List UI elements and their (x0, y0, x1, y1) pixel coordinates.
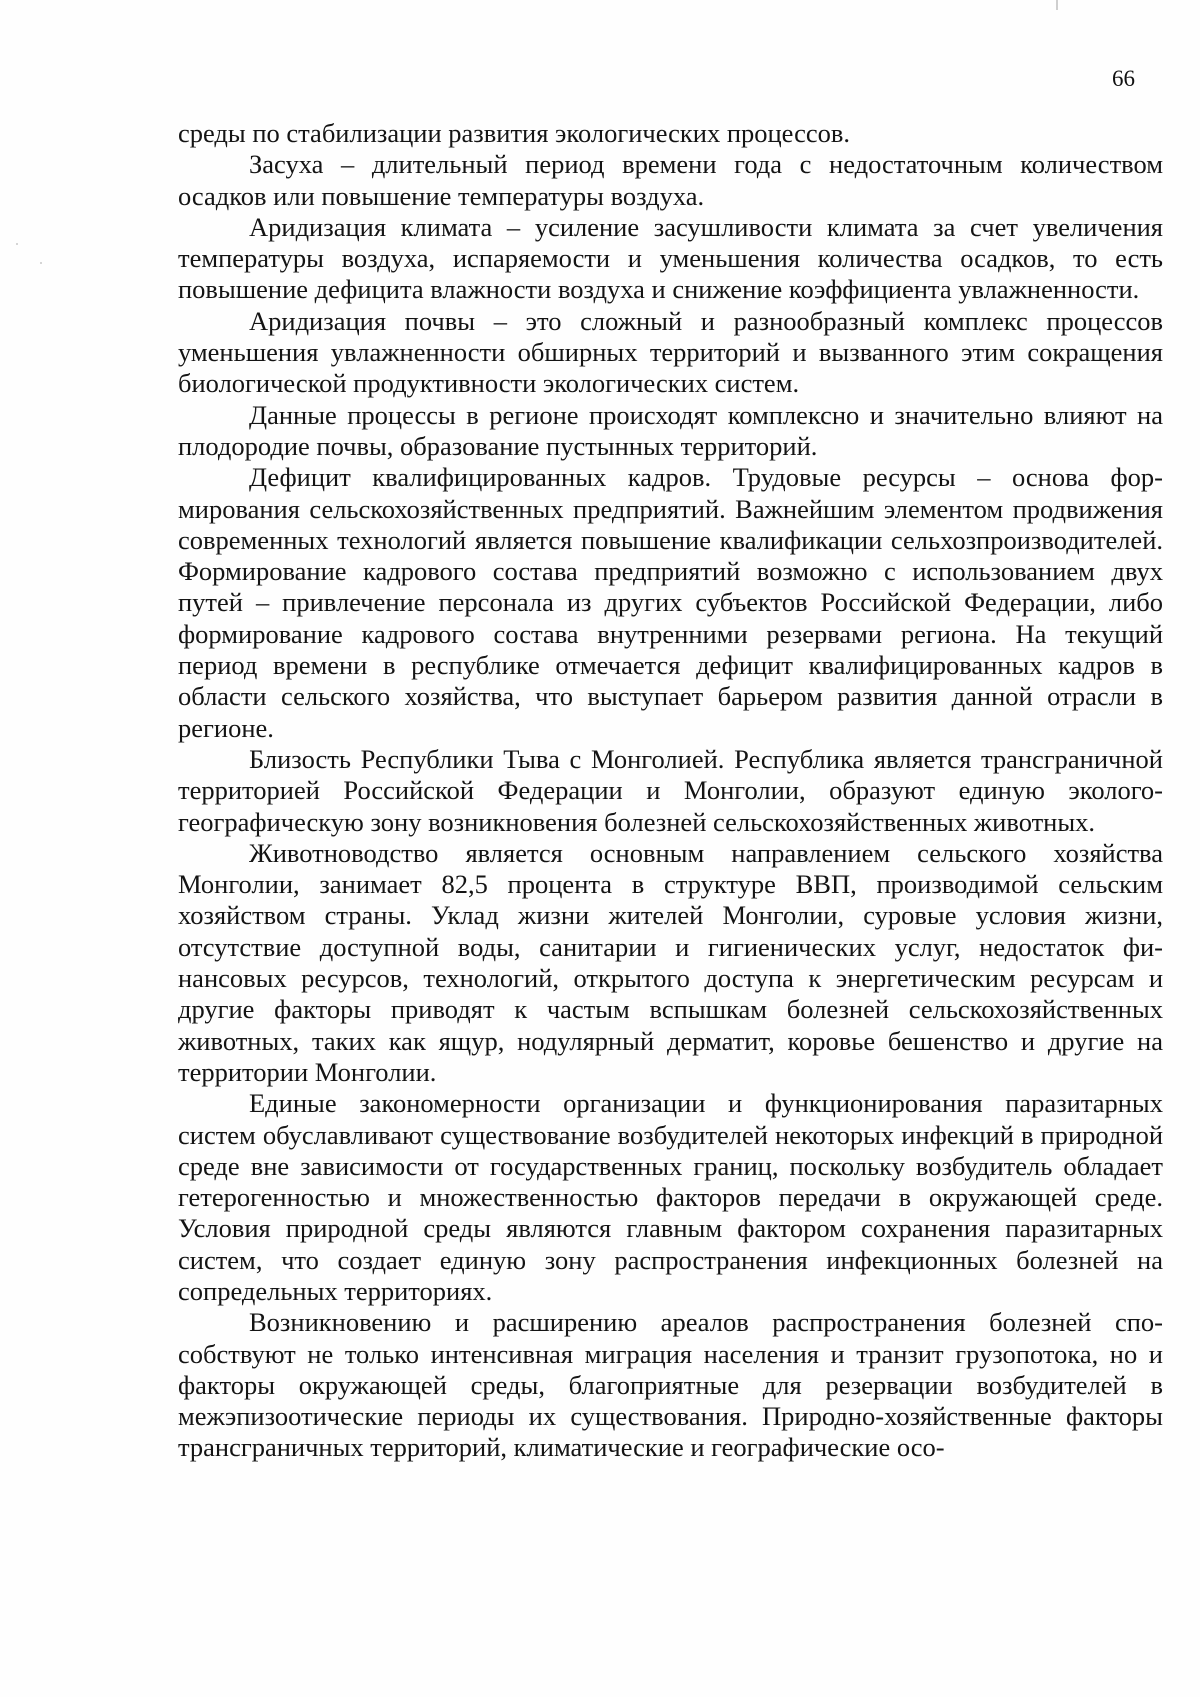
paragraph: Засуха – длительный период времени года с недостаточным количеством осадков или повышение температуры воздуха. (178, 149, 1163, 211)
page-number: 66 (1112, 66, 1135, 91)
paragraph: Близость Республики Тыва с Монголией. Республика является трансграничной территорией Российской Федерации и Монголии, образуют единую эколого-географическую зону возникновения болезней сельскохозяйственных животных. (178, 743, 1163, 837)
paragraph: Аридизация почвы – это сложный и разнообразный комплекс процессов уменьшения увлажненности обширных территорий и вызванного этим сокращения биологической продуктивности экологических систем. (178, 305, 1163, 399)
paragraph: Аридизация климата – усиление засушливости климата за счет увеличения температуры воздуха, испаряемости и уменьшения количества осадков, то есть повышение дефицита влажности воздуха и снижение коэффициента увлажненности. (178, 211, 1163, 305)
paragraph: Единые закономерности организации и функционирования паразитарных систем обуславливают существование возбудителей некоторых инфекций в природной среде вне зависимости от государственных границ, поскольку возбудитель обладает гетерогенностью и множественностью факторов передачи в окружающей среде. Условия природной среды являются главным фактором сохранения паразитарных систем, что создает единую зону распространения инфекционных болезней на сопредельных территориях. (178, 1088, 1163, 1306)
body-text (178, 118, 1163, 1464)
scan-speck (40, 262, 42, 264)
paragraph: Дефицит квалифицированных кадров. Трудовые ресурсы – основа формирования сельскохозяйственных предприятий. Важнейшим элементом продвижения современных технологий является повышение квалификации сельхозпроизводителей. Формирование кадрового состава предприятий возможно с использованием двух путей – привлечение персонала из других субъектов Российской Федерации, либо формирование кадрового состава внутренними резервами региона. На текущий период времени в республике отмечается дефицит квалифицированных кадров в области сельского хозяйства, что выступает барьером развития данной отрасли в регионе. (178, 462, 1163, 743)
paragraph: Животноводство является основным направлением сельского хозяйства Монголии, занимает 82,5 процента в структуре ВВП, производимой сельским хозяйством страны. Уклад жизни жителей Монголии, суровые условия жизни, отсутствие доступной воды, санитарии и гигиенических услуг, недостаток финансовых ресурсов, технологий, открытого доступа к энергетическим ресурсам и другие факторы приводят к частым вспышкам болезней сельскохозяйственных животных, таких как ящур, нодулярный дерматит, коровье бешенство и другие на территории Монголии. (178, 837, 1163, 1087)
scan-artifact (1056, 0, 1058, 10)
paragraph: среды по стабилизации развития экологических процессов. (178, 118, 851, 148)
scan-speck (16, 243, 18, 245)
paragraph: Возникновению и расширению ареалов распространения болезней способствуют не только интенсивная миграция населения и транзит грузопотока, но и факторы окружающей среды, благоприятные для резервации возбудителей в межэпизоотические периоды их существования. Природно-хозяйственные факторы трансграничных территорий, климатические и географические осо- (178, 1307, 1163, 1463)
paragraph: Данные процессы в регионе происходят комплексно и значительно влияют на плодородие почвы, образование пустынных территорий. (178, 399, 1163, 461)
